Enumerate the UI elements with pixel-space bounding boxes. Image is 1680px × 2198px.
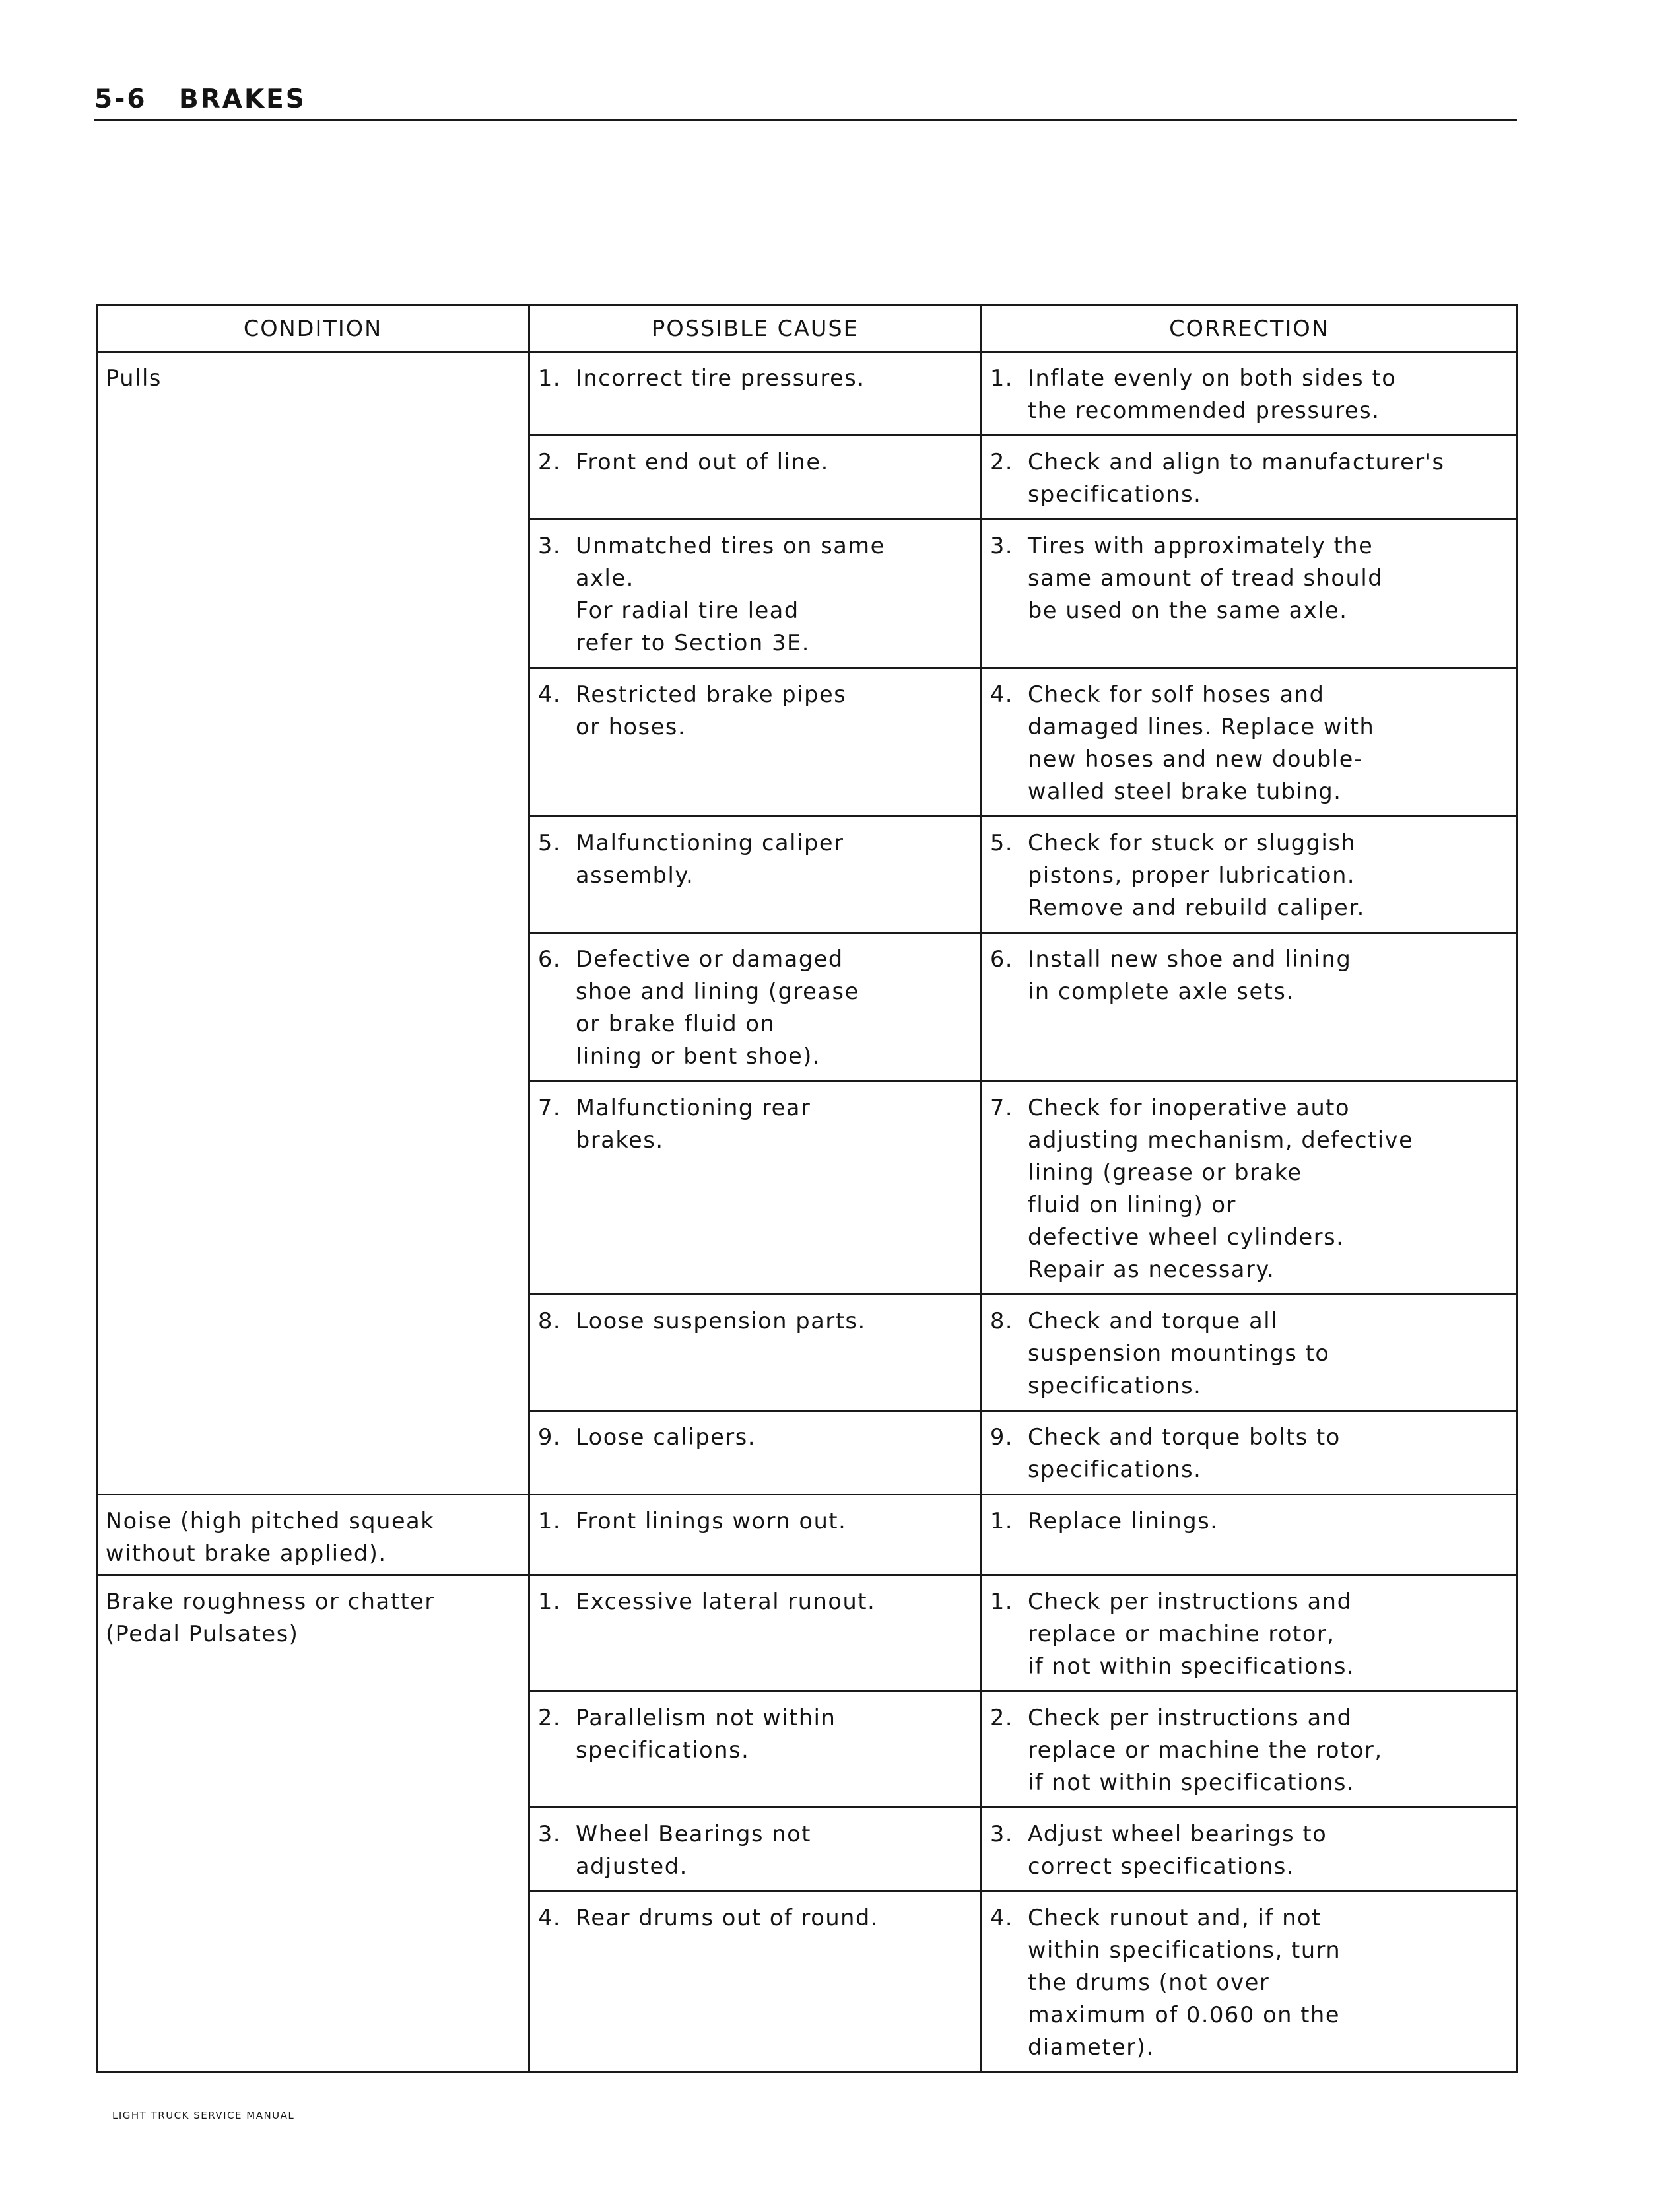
correction-text: Check and torque bolts to specifications.: [1028, 1424, 1341, 1482]
item-number: 4.: [538, 1905, 562, 1931]
cause-cell: [529, 1082, 982, 1295]
item-number: 6.: [990, 946, 1014, 972]
condition-text: Pulls: [106, 365, 162, 391]
cause-text: Incorrect tire pressures.: [576, 365, 865, 391]
cause-cell: [529, 1411, 982, 1495]
condition-cell: [97, 1495, 529, 1575]
item-number: 7.: [538, 1095, 562, 1120]
cause-cell: [529, 933, 982, 1082]
item-number: 5.: [538, 830, 562, 856]
cause-text: Defective or damaged shoe and lining (grease or brake fluid on lining or bent shoe).: [576, 946, 859, 1069]
item-number: 9.: [538, 1424, 562, 1450]
cause-cell: [529, 817, 982, 933]
cause-text: Loose suspension parts.: [576, 1308, 866, 1334]
table-header-row: [97, 305, 1518, 352]
cause-cell: [529, 1892, 982, 2073]
correction-text: Tires with approximately the same amount of tread should be used on the same axle.: [1028, 533, 1384, 623]
item-number: 1.: [538, 1508, 562, 1534]
item-number: 2.: [990, 449, 1014, 475]
correction-text: Check for stuck or sluggish pistons, proper lubrication. Remove and rebuild caliper.: [1028, 830, 1365, 920]
column-header-condition: CONDITION: [97, 305, 529, 352]
section-title: BRAKES: [179, 85, 306, 114]
item-number: 3.: [990, 1821, 1014, 1847]
item-number: 6.: [538, 946, 562, 972]
footer-label: LIGHT TRUCK SERVICE MANUAL: [112, 2110, 295, 2121]
correction-cell: [982, 1411, 1518, 1495]
cause-cell: [529, 668, 982, 817]
correction-cell: [982, 668, 1518, 817]
condition-cell: [97, 352, 529, 1495]
correction-text: Check for inoperative auto adjusting mechanism, defective lining (grease or brake fluid on lining) or defective wheel cylinders. Repair as necessary.: [1028, 1095, 1414, 1282]
correction-text: Check per instructions and replace or machine the rotor, if not within specifications.: [1028, 1705, 1383, 1795]
correction-cell: [982, 1692, 1518, 1808]
cause-cell: [529, 520, 982, 668]
cause-text: Front end out of line.: [576, 449, 829, 475]
cause-text: Unmatched tires on same axle. For radial tire lead refer to Section 3E.: [576, 533, 885, 656]
cause-text: Wheel Bearings not adjusted.: [576, 1821, 811, 1879]
cause-text: Front linings worn out.: [576, 1508, 847, 1534]
correction-cell: [982, 933, 1518, 1082]
column-header-possible-cause: POSSIBLE CAUSE: [529, 305, 982, 352]
correction-text: Check per instructions and replace or machine rotor, if not within specifications.: [1028, 1589, 1355, 1679]
page-header: [94, 81, 1517, 121]
table-row: [97, 1495, 1518, 1575]
cause-text: Excessive lateral runout.: [576, 1589, 876, 1614]
cause-text: Loose calipers.: [576, 1424, 756, 1450]
item-number: 1.: [538, 1589, 562, 1614]
correction-text: Install new shoe and lining in complete axle sets.: [1028, 946, 1352, 1004]
cause-cell: [529, 1692, 982, 1808]
correction-cell: [982, 1892, 1518, 2073]
cause-text: Malfunctioning rear brakes.: [576, 1095, 811, 1153]
cause-cell: [529, 1295, 982, 1411]
item-number: 8.: [538, 1308, 562, 1334]
diagnosis-table: [96, 304, 1518, 2073]
correction-text: Check and align to manufacturer's specifications.: [1028, 449, 1445, 507]
correction-cell: [982, 520, 1518, 668]
correction-cell: [982, 1495, 1518, 1575]
item-number: 4.: [990, 681, 1014, 707]
cause-text: Restricted brake pipes or hoses.: [576, 681, 847, 739]
condition-cell: [97, 1575, 529, 2073]
correction-text: Replace linings.: [1028, 1508, 1219, 1534]
cause-cell: [529, 1808, 982, 1892]
item-number: 3.: [538, 1821, 562, 1847]
correction-text: Check and torque all suspension mountings to specifications.: [1028, 1308, 1330, 1398]
table-row: [97, 352, 1518, 436]
item-number: 3.: [538, 533, 562, 559]
item-number: 4.: [538, 681, 562, 707]
cause-text: Malfunctioning caliper assembly.: [576, 830, 844, 888]
item-number: 2.: [990, 1705, 1014, 1731]
item-number: 1.: [990, 1508, 1014, 1534]
table-row: [97, 1575, 1518, 1692]
item-number: 1.: [990, 365, 1014, 391]
correction-cell: [982, 352, 1518, 436]
condition-text: Noise (high pitched squeak without brake applied).: [106, 1508, 435, 1566]
cause-text: Rear drums out of round.: [576, 1905, 879, 1931]
correction-text: Adjust wheel bearings to correct specifications.: [1028, 1821, 1327, 1879]
column-header-correction: CORRECTION: [982, 305, 1518, 352]
item-number: 9.: [990, 1424, 1014, 1450]
correction-text: Check runout and, if not within specifications, turn the drums (not over maximum of 0.060 on the diameter).: [1028, 1905, 1341, 2060]
item-number: 2.: [538, 1705, 562, 1731]
page-number: 5-6: [94, 85, 147, 114]
item-number: 2.: [538, 449, 562, 475]
correction-cell: [982, 1808, 1518, 1892]
cause-cell: [529, 1495, 982, 1575]
item-number: 4.: [990, 1905, 1014, 1931]
cause-cell: [529, 436, 982, 520]
correction-text: Inflate evenly on both sides to the recommended pressures.: [1028, 365, 1397, 423]
correction-cell: [982, 1575, 1518, 1692]
item-number: 1.: [538, 365, 562, 391]
cause-cell: [529, 1575, 982, 1692]
item-number: 8.: [990, 1308, 1014, 1334]
cause-cell: [529, 352, 982, 436]
item-number: 5.: [990, 830, 1014, 856]
item-number: 3.: [990, 533, 1014, 559]
item-number: 7.: [990, 1095, 1014, 1120]
correction-text: Check for solf hoses and damaged lines. Replace with new hoses and new double- walled steel brake tubing.: [1028, 681, 1375, 804]
correction-cell: [982, 817, 1518, 933]
condition-text: Brake roughness or chatter (Pedal Pulsates): [106, 1589, 435, 1647]
correction-cell: [982, 1295, 1518, 1411]
item-number: 1.: [990, 1589, 1014, 1614]
correction-cell: [982, 1082, 1518, 1295]
correction-cell: [982, 436, 1518, 520]
cause-text: Parallelism not within specifications.: [576, 1705, 836, 1763]
